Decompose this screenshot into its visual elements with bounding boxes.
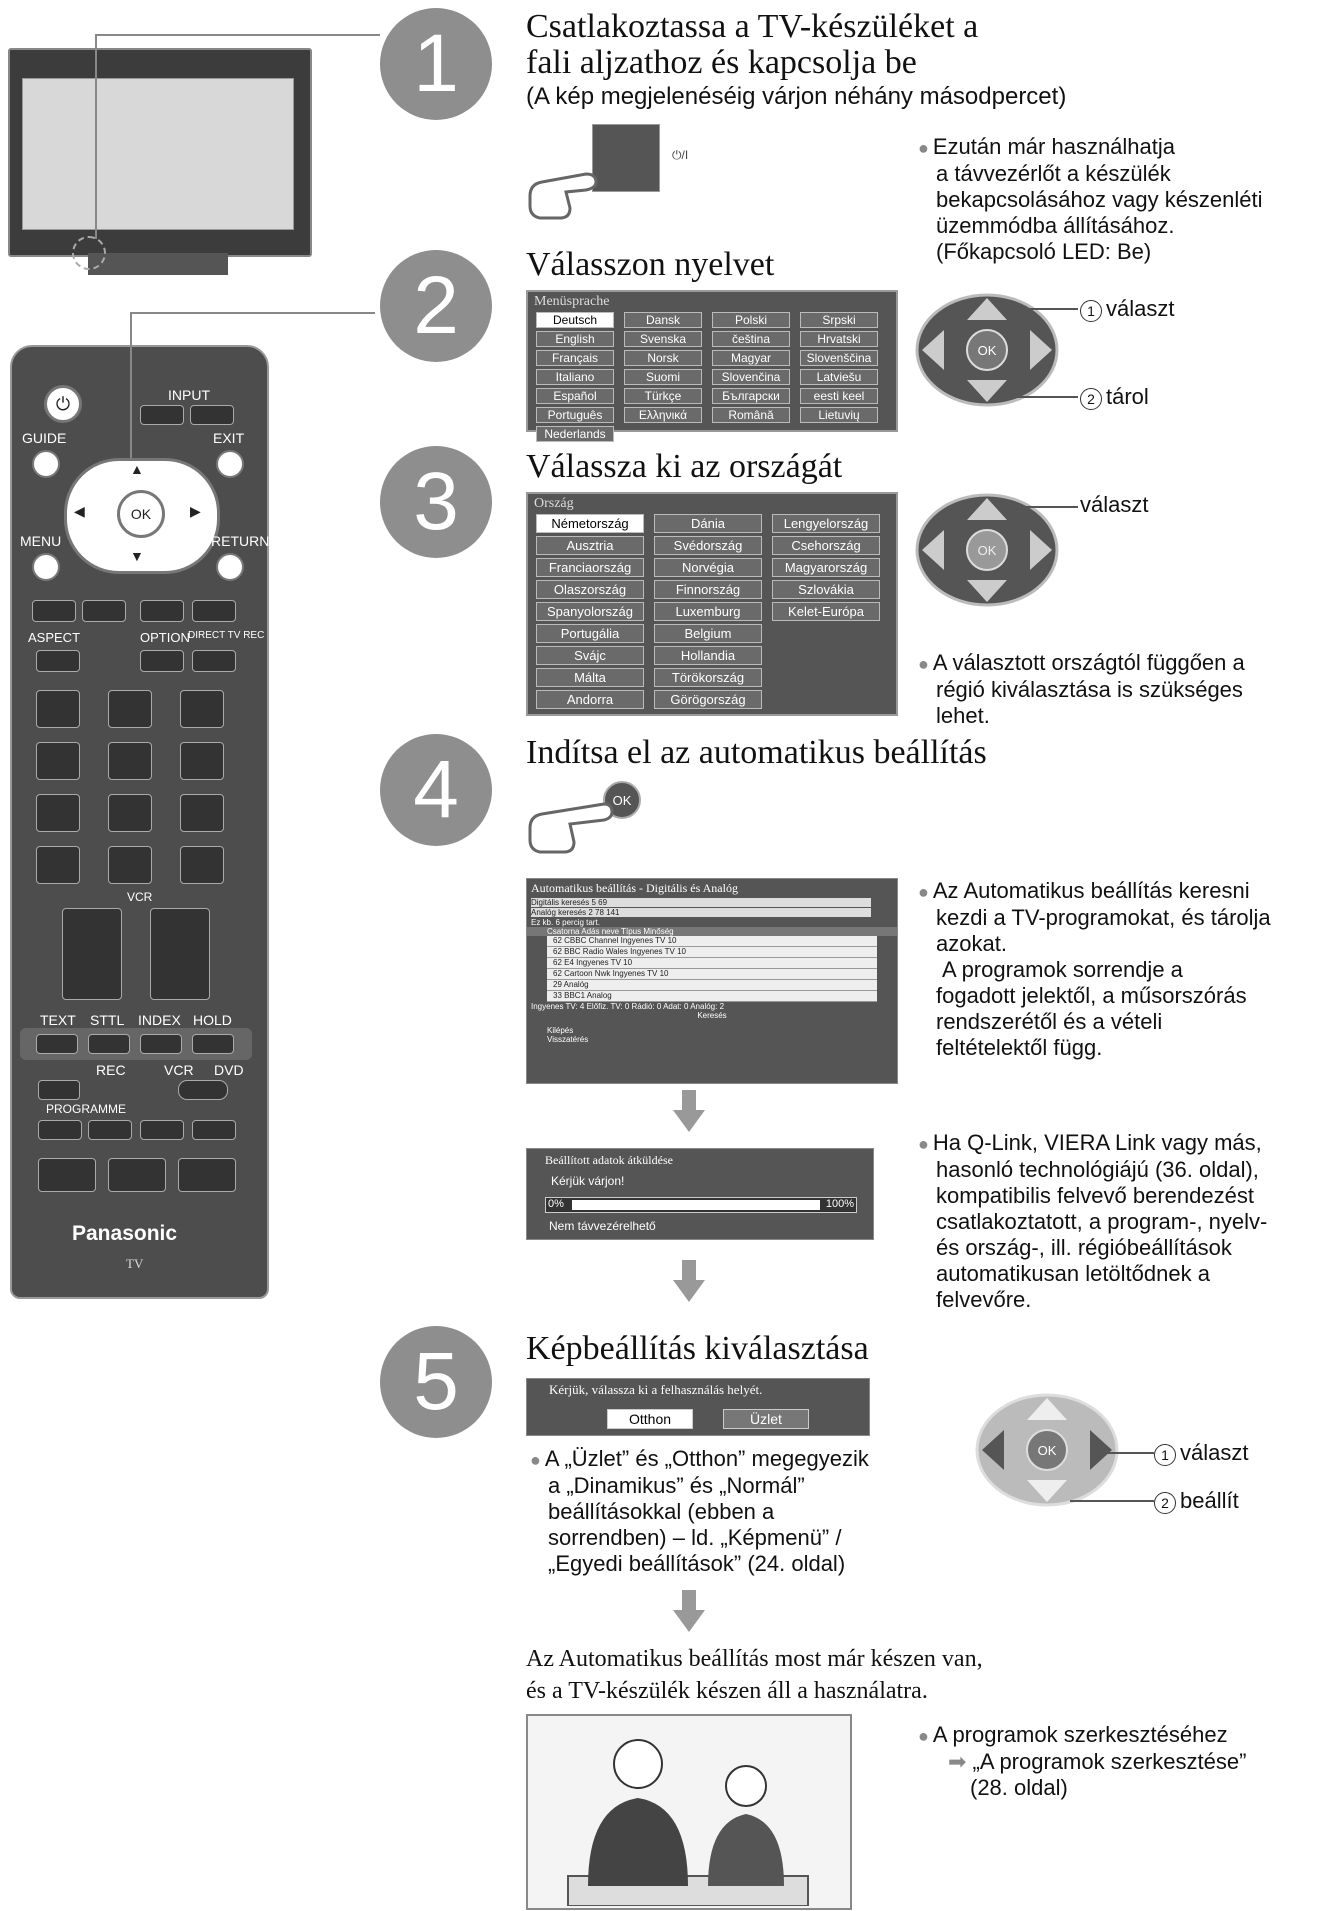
dpad-select-set[interactable] (972, 1390, 1122, 1510)
country-option[interactable]: Szlovákia (772, 580, 880, 599)
step-3-note-line3: lehet. (936, 703, 990, 728)
circled-1-b: 1 (1154, 1444, 1176, 1466)
circled-1: 1 (1080, 300, 1102, 322)
final-line2: és a TV-készülék készen áll a használatra. (526, 1678, 928, 1704)
step-5-choose-label: választ (1180, 1440, 1249, 1465)
dl-wait: Kérjük várjon! (551, 1174, 625, 1188)
language-option[interactable]: Dansk (624, 312, 702, 328)
step-3-note-line1: ● A választott országtól függően a (918, 650, 1245, 677)
step-4-note-b-line1: ● Ha Q-Link, VIERA Link vagy más, (918, 1130, 1267, 1157)
language-option[interactable]: Magyar (712, 350, 790, 366)
step-4-note-b-line6: automatikusan letöltődnek a (936, 1261, 1210, 1286)
scan-row: 62 CBBC Channel Ingyenes TV 10 (547, 936, 877, 947)
number-button-1[interactable] (36, 690, 80, 728)
language-option[interactable]: Latviešu (800, 369, 878, 385)
language-option[interactable]: čeština (712, 331, 790, 347)
number-button-8[interactable] (108, 794, 152, 832)
scan-wait-message: Ez kb. 6 percig tart. (531, 918, 600, 927)
country-option[interactable]: Dánia (654, 514, 762, 533)
final-line1: Az Automatikus beállítás most már készen van, (526, 1646, 983, 1672)
step-4-number: 4 (380, 734, 492, 846)
step-5-note-line1: ● A „Üzlet” és „Otthon” megegyezik (530, 1446, 869, 1473)
step-2-number: 2 (380, 250, 492, 362)
language-option[interactable]: Lietuvių (800, 407, 878, 423)
final-note-line1: ● A programok szerkesztéséhez (918, 1722, 1246, 1749)
remote-label-hold: HOLD (193, 1012, 232, 1028)
playback-button-2[interactable] (88, 1120, 132, 1140)
playback-button-1[interactable] (38, 1120, 82, 1140)
step-1-note-line5: (Főkapcsoló LED: Be) (936, 239, 1152, 264)
index-button[interactable] (140, 1034, 182, 1054)
arrow-down-icon (673, 1110, 705, 1132)
input-button-2[interactable] (190, 405, 234, 425)
scan-search-label: Keresés (697, 1011, 727, 1020)
return-button[interactable] (216, 553, 244, 581)
svg-text:OK: OK (977, 543, 997, 558)
language-option[interactable]: Suomi (624, 369, 702, 385)
step-4-note-b-line2: hasonló technológiájú (36. oldal), (936, 1157, 1259, 1182)
step-5-note-line2: a „Dinamikus” és „Normál” (548, 1473, 805, 1498)
country-option[interactable]: Ausztria (536, 536, 644, 555)
circled-2-b: 2 (1154, 1492, 1176, 1514)
svg-text:OK: OK (1037, 1443, 1057, 1458)
scan-exit-hint: Kilépés (547, 1026, 574, 1035)
language-option[interactable]: Ελληνικά (624, 407, 702, 423)
final-note-line3: (28. oldal) (970, 1775, 1068, 1800)
language-option[interactable]: Español (536, 388, 614, 404)
country-empty-slot (772, 668, 880, 687)
volume-rocker[interactable] (62, 908, 122, 1000)
dl-end: 100% (825, 1198, 854, 1210)
number-button-6[interactable] (180, 742, 224, 780)
rec-button[interactable] (38, 1080, 80, 1100)
scan-row: 29 Analóg (547, 980, 877, 991)
step-3-note-line2: régió kiválasztása is szükséges (936, 677, 1243, 702)
language-option[interactable]: eesti keel (800, 388, 878, 404)
language-option[interactable]: Nederlands (536, 426, 614, 442)
language-option[interactable]: Français (536, 350, 614, 366)
country-option[interactable]: Magyarország (772, 558, 880, 577)
step-4-note-a-line1: ● Az Automatikus beállítás keresni (918, 878, 1271, 905)
step-2-title: Válasszon nyelvet (526, 246, 775, 283)
step-3-title: Válassza ki az országát (526, 448, 843, 485)
number-button-2[interactable] (108, 690, 152, 728)
step-4-note-a-line6: rendszerétől és a vételi (936, 1009, 1163, 1034)
step-2-choose-label: választ (1106, 296, 1175, 321)
scan-column-header: Csatorna Adás neve Típus Minőség (527, 927, 897, 936)
country-option[interactable]: Belgium (654, 624, 762, 643)
step-4-note-a-line2: kezdi a TV-programokat, és tárolja (936, 905, 1271, 930)
country-option[interactable]: Svédország (654, 536, 762, 555)
dl-progress-bar (545, 1197, 857, 1213)
remote-label-aspect: ASPECT (28, 630, 81, 645)
language-option[interactable]: Română (712, 407, 790, 423)
number-button-7[interactable] (36, 794, 80, 832)
country-option[interactable]: Olaszország (536, 580, 644, 599)
number-button-5[interactable] (108, 742, 152, 780)
guide-button[interactable] (32, 450, 60, 478)
step-5-note-line4: sorrendben) – ld. „Képmenü” / (548, 1525, 842, 1550)
step-3-number: 3 (380, 446, 492, 558)
step-1-note-line3: bekapcsolásához vagy készenléti (936, 187, 1263, 212)
language-option[interactable]: Deutsch (536, 312, 614, 328)
color-button-green[interactable] (82, 600, 126, 622)
step-3-choose-label: választ (1080, 492, 1149, 517)
remote-label-vcr2: VCR (164, 1062, 194, 1078)
power-button[interactable]: ⏻ (44, 385, 82, 423)
final-note-line2: „A programok szerkesztése” (972, 1749, 1247, 1774)
scan-summary: Ingyenes TV: 4 Előfiz. TV: 0 Rádió: 0 Adat: 0 Analóg: 2 (531, 1002, 725, 1011)
step-4-title: Indítsa el az automatikus beállítás (526, 734, 987, 771)
pointing-hand-icon (526, 168, 604, 224)
option-button[interactable] (140, 650, 184, 672)
dl-note: Nem távvezérelhető (549, 1219, 656, 1233)
country-option[interactable]: Luxemburg (654, 602, 762, 621)
step-5-title: Képbeállítás kiválasztása (526, 1330, 869, 1367)
step-1-subtitle: (A kép megjelenéséig várjon néhány másodpercet) (526, 83, 1067, 110)
sttl-button[interactable] (88, 1034, 130, 1054)
country-option[interactable]: Csehország (772, 536, 880, 555)
country-option[interactable]: Franciaország (536, 558, 644, 577)
dpad-right-icon: ▶ (190, 503, 201, 519)
language-menu-header: Menüsprache (534, 294, 610, 309)
color-button-yellow[interactable] (140, 600, 184, 622)
step-4-note-a-line4: A programok sorrendje a (942, 957, 1183, 982)
hold-button[interactable] (192, 1034, 234, 1054)
language-option[interactable]: Svenska (624, 331, 702, 347)
step-1-note-line1: ● Ezután már használhatja (918, 134, 1263, 161)
step-4-note-b-line4: csatlakoztatott, a program-, nyelv- (936, 1209, 1268, 1234)
language-option[interactable]: English (536, 331, 614, 347)
country-option[interactable]: Lengyelország (772, 514, 880, 533)
remote-label-dvd: DVD (214, 1062, 244, 1078)
remote-label-exit: EXIT (213, 430, 245, 446)
viewing-mode-prompt: Kérjük, válassza ki a felhasználás helyét. (549, 1382, 763, 1397)
step-2-store-label: tárol (1106, 384, 1149, 409)
step-4-note-a-line7: feltételektől függ. (936, 1035, 1103, 1060)
option-shop-button[interactable]: Üzlet (723, 1409, 809, 1429)
number-button-b[interactable] (180, 846, 224, 884)
language-option[interactable]: Polski (712, 312, 790, 328)
remote-label-return: RETURN (211, 533, 270, 549)
step-5-number: 5 (380, 1326, 492, 1438)
language-option[interactable]: Srpski (800, 312, 878, 328)
dpad-select[interactable] (912, 490, 1062, 610)
language-menu (526, 290, 898, 441)
aspect-button[interactable] (36, 650, 80, 672)
playback-button-3[interactable] (140, 1120, 184, 1140)
scan-return-hint: Visszatérés (547, 1035, 589, 1044)
arrow-right-icon: ➡ (948, 1749, 973, 1774)
playback-button-6[interactable] (108, 1158, 166, 1192)
direct-tv-rec-button[interactable] (192, 650, 236, 672)
dpad-down-icon: ▼ (130, 548, 144, 564)
newscast-illustration (526, 1714, 852, 1910)
step-5-set-label: beállít (1180, 1488, 1239, 1513)
exit-button[interactable] (216, 450, 244, 478)
language-option[interactable]: Português (536, 407, 614, 423)
pointing-hand-ok-icon (526, 780, 646, 864)
country-empty-slot (772, 624, 880, 643)
step-1-title-line1: Csatlakoztassa a TV-készüléket a (526, 8, 979, 45)
country-menu-header: Ország (534, 496, 574, 511)
number-button-3[interactable] (180, 690, 224, 728)
text-button[interactable] (36, 1034, 78, 1054)
number-button-9[interactable] (180, 794, 224, 832)
arrow-down-icon-2 (673, 1280, 705, 1302)
scan-results-table (547, 936, 877, 1002)
step-1-note-line2: a távvezérlőt a készülék (936, 161, 1171, 186)
scan-title: Automatikus beállítás - Digitális és Analóg (531, 881, 738, 895)
dl-start: 0% (548, 1198, 564, 1210)
remote-label-text: TEXT (40, 1012, 76, 1028)
country-option[interactable]: Norvégia (654, 558, 762, 577)
channel-rocker[interactable] (150, 908, 210, 1000)
remote-label-option: OPTION (140, 630, 190, 645)
country-option[interactable]: Portugália (536, 624, 644, 643)
remote-label-guide: GUIDE (22, 430, 67, 446)
auto-tuning-screen (526, 878, 898, 1084)
language-option[interactable]: Български (712, 388, 790, 404)
remote-label-vcr: VCR (127, 890, 153, 904)
number-button-4[interactable] (36, 742, 80, 780)
input-button[interactable] (140, 405, 184, 425)
remote-ok-button[interactable]: OK (117, 490, 165, 538)
country-option[interactable]: Finnország (654, 580, 762, 599)
language-option[interactable]: Norsk (624, 350, 702, 366)
circled-2: 2 (1080, 388, 1102, 410)
country-option[interactable]: Kelet-Európa (772, 602, 880, 621)
country-option[interactable]: Svájc (536, 646, 644, 665)
country-option[interactable]: Málta (536, 668, 644, 687)
remote-label-input: INPUT (168, 387, 210, 403)
vcr-dvd-switch[interactable] (178, 1080, 228, 1100)
power-switch-label: ⏻/I (672, 148, 689, 162)
color-button-red[interactable] (32, 600, 76, 622)
step-1-note-line4: üzemmódba állításához. (936, 213, 1175, 238)
scan-row: 62 BBC Radio Wales Ingyenes TV 10 (547, 947, 877, 958)
playback-button-7[interactable] (178, 1158, 236, 1192)
country-empty-slot (772, 690, 880, 709)
remote-brand-logo: Panasonic (72, 1222, 178, 1245)
remote-label-rec: REC (96, 1062, 126, 1078)
dpad-up-icon: ▲ (130, 461, 144, 477)
dl-title: Beállított adatok átküldése (545, 1153, 673, 1167)
remote-tv-label: TV (126, 1256, 144, 1271)
number-button-0[interactable] (108, 846, 152, 884)
country-option[interactable]: Görögország (654, 690, 762, 709)
data-transfer-screen (526, 1148, 874, 1240)
scan-row: 62 E4 Ingyenes TV 10 (547, 958, 877, 969)
svg-text:OK: OK (612, 793, 632, 808)
step-1-number: 1 (380, 8, 492, 120)
color-button-blue[interactable] (192, 600, 236, 622)
step-5-note-line5: „Egyedi beállítások” (24. oldal) (548, 1551, 846, 1576)
country-option[interactable]: Spanyolország (536, 602, 644, 621)
step-4-note-b-line3: kompatibilis felvevő berendezést (936, 1183, 1254, 1208)
country-empty-slot (772, 646, 880, 665)
playback-button-4[interactable] (192, 1120, 236, 1140)
step-4-note-b-line7: felvevőre. (936, 1287, 1032, 1312)
language-option[interactable]: Italiano (536, 369, 614, 385)
remote-label-index: INDEX (138, 1012, 181, 1028)
language-option[interactable]: Türkçe (624, 388, 702, 404)
scan-row: 33 BBC1 Analog (547, 991, 877, 1002)
step-1-title-line2: fali aljzathoz és kapcsolja be (526, 44, 917, 81)
viewing-mode-screen (526, 1378, 870, 1436)
remote-label-menu: MENU (20, 533, 62, 549)
language-option[interactable]: Hrvatski (800, 331, 878, 347)
remote-label-sttl: STTL (90, 1012, 125, 1028)
remote-label-direct: DIRECT TV REC (188, 630, 265, 641)
step-5-note-line3: beállításokkal (ebben a (548, 1499, 775, 1524)
option-home-button[interactable]: Otthon (607, 1409, 693, 1429)
arrow-down-icon-3 (673, 1610, 705, 1632)
country-option[interactable]: Hollandia (654, 646, 762, 665)
dpad-left-icon: ◀ (74, 503, 85, 519)
step-4-note-a-line3: azokat. (936, 931, 1007, 956)
scan-analog-progress: Analóg keresés 2 78 141 (531, 908, 871, 917)
country-option[interactable]: Andorra (536, 690, 644, 709)
power-switch-highlight (72, 236, 106, 270)
scan-digital-progress: Digitális keresés 5 69 (531, 898, 871, 907)
menu-button[interactable] (32, 553, 60, 581)
language-option[interactable]: Slovenščina (800, 350, 878, 366)
country-option[interactable]: Németország (536, 514, 644, 533)
svg-text:OK: OK (977, 343, 997, 358)
step-4-note-b-line5: és ország-, ill. régióbeállítások (936, 1235, 1232, 1260)
country-option[interactable]: Törökország (654, 668, 762, 687)
country-menu (526, 492, 898, 716)
step-4-note-a-line5: fogadott jelektől, a műsorszórás (936, 983, 1247, 1008)
language-option[interactable]: Slovenčina (712, 369, 790, 385)
remote-label-programme: PROGRAMME (46, 1102, 127, 1116)
number-button-a[interactable] (36, 846, 80, 884)
tv-illustration (8, 48, 308, 278)
scan-row: 62 Cartoon Nwk Ingyenes TV 10 (547, 969, 877, 980)
playback-button-5[interactable] (38, 1158, 96, 1192)
